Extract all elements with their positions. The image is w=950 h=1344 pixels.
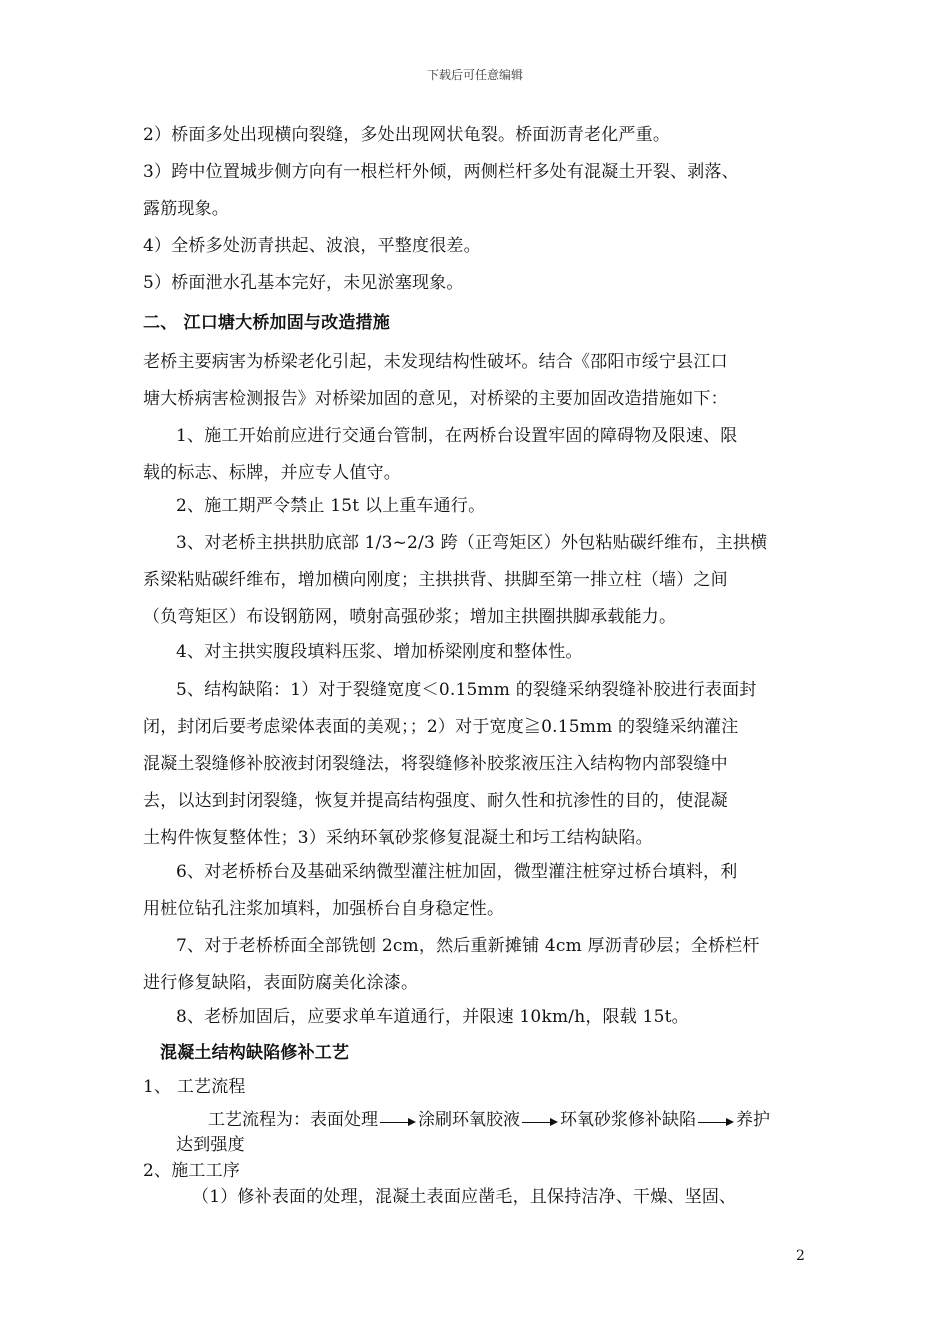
- text-line: 2、施工工序: [143, 1161, 241, 1181]
- text-line: 4）全桥多处沥青拱起、波浪，平整度很差。: [143, 236, 481, 256]
- text-line: 土构件恢复整体性；3）采纳环氧砂浆修复混凝土和圬工结构缺陷。: [143, 828, 653, 848]
- text-line: 塘大桥病害检测报告》对桥梁加固的意见，对桥梁的主要加固改造措施如下：: [143, 389, 728, 409]
- text-line: 8、老桥加固后，应要求单车道通行，并限速 10km/h，限载 15t。: [176, 1007, 689, 1027]
- text-line: 进行修复缺陷，表面防腐美化涂漆。: [143, 973, 419, 993]
- text-line: 用桩位钻孔注浆加填料，加强桥台自身稳定性。: [143, 899, 505, 919]
- text-line: 1、施工开始前应进行交通台管制，在两桥台设置牢固的障碍物及限速、限: [176, 426, 738, 446]
- subsection-heading: 混凝土结构缺陷修补工艺: [160, 1043, 350, 1063]
- text-line: 老桥主要病害为桥梁老化引起，未发现结构性破坏。结合《邵阳市绥宁县江口: [143, 352, 728, 372]
- flow-tail: 达到强度: [176, 1135, 245, 1155]
- arrow-right-icon: [522, 1114, 558, 1126]
- text-line: 7、对于老桥桥面全部铣刨 2cm，然后重新摊铺 4cm 厚沥青砂层；全桥栏杆: [176, 936, 760, 956]
- text-line: 6、对老桥桥台及基础采纳微型灌注桩加固，微型灌注桩穿过桥台填料，利: [176, 862, 738, 882]
- arrow-right-icon: [698, 1114, 734, 1126]
- flow-step: 养护: [736, 1110, 770, 1130]
- process-flow: [208, 1108, 770, 1132]
- section-heading: 二、 江口塘大桥加固与改造措施: [143, 313, 390, 333]
- text-line: 5）桥面泄水孔基本完好，未见淤塞现象。: [143, 273, 464, 293]
- text-line: 混凝土裂缝修补胶液封闭裂缝法，将裂缝修补胶浆液压注入结构物内部裂缝中: [143, 754, 728, 774]
- text-line: 4、对主拱实腹段填料压浆、增加桥梁刚度和整体性。: [176, 642, 583, 662]
- text-line: 3、对老桥主拱拱肋底部 1/3~2/3 跨（正弯矩区）外包粘贴碳纤维布，主拱横: [176, 533, 768, 553]
- text-line: 2、施工期严令禁止 15t 以上重车通行。: [176, 496, 486, 516]
- page-number: 2: [796, 1248, 805, 1264]
- text-line: 露筋现象。: [143, 199, 229, 219]
- text-line: 3）跨中位置城步侧方向有一根栏杆外倾，两侧栏杆多处有混凝土开裂、剥落、: [143, 162, 739, 182]
- flow-step: 涂刷环氧胶液: [418, 1110, 520, 1130]
- text-line: （负弯矩区）布设钢筋网，喷射高强砂浆；增加主拱圈拱脚承载能力。: [143, 607, 677, 627]
- page-header: 下载后可任意编辑: [426, 68, 523, 82]
- text-line: 载的标志、标牌，并应专人值守。: [143, 463, 401, 483]
- text-line: 2）桥面多处出现横向裂缝，多处出现网状龟裂。桥面沥青老化严重。: [143, 125, 671, 145]
- flow-step: 环氧砂浆修补缺陷: [560, 1110, 696, 1130]
- text-line: 5、结构缺陷：1）对于裂缝宽度＜0.15mm 的裂缝采纳裂缝补胶进行表面封: [176, 680, 757, 700]
- text-line: 1、 工艺流程: [143, 1077, 246, 1097]
- text-line: （1）修补表面的处理，混凝土表面应凿毛，且保持洁净、干燥、坚固、: [192, 1187, 737, 1207]
- arrow-right-icon: [380, 1114, 416, 1126]
- text-line: 闭，封闭后要考虑梁体表面的美观；；2）对于宽度≧0.15mm 的裂缝采纳灌注: [143, 717, 739, 737]
- text-line: 去，以达到封闭裂缝，恢复并提高结构强度、耐久性和抗渗性的目的，使混凝: [143, 791, 728, 811]
- text-line: 系梁粘贴碳纤维布，增加横向刚度；主拱拱背、拱脚至第一排立柱（墙）之间: [143, 570, 728, 590]
- flow-prefix: 工艺流程为：表面处理: [208, 1110, 378, 1130]
